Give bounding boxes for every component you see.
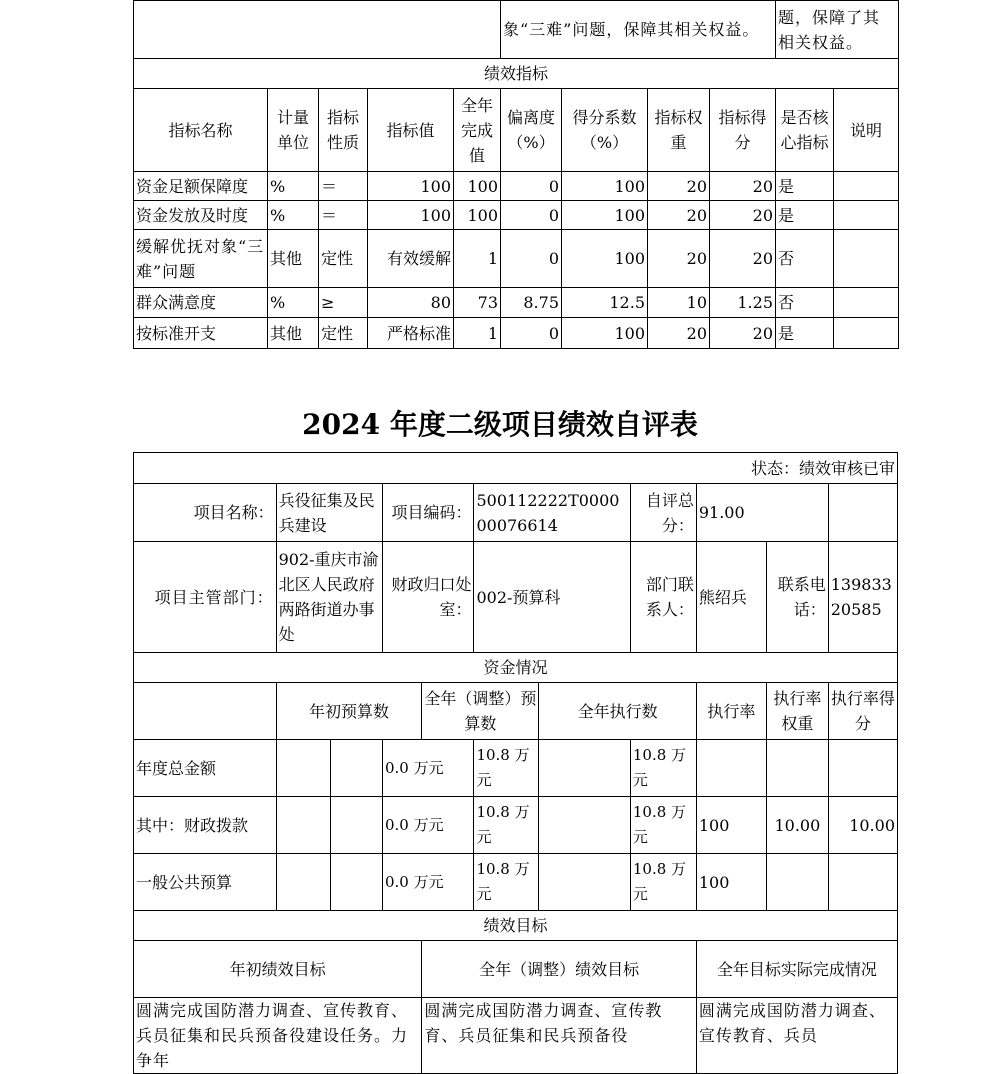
document-title: 2024 年度二级项目绩效自评表 [302, 408, 698, 441]
indicator-coefficient: 100 [562, 318, 648, 349]
funds-executed: 10.8 万元 [630, 854, 696, 911]
funds-executed: 10.8 万元 [630, 740, 696, 797]
indicator-nature: 定性 [319, 318, 368, 349]
section-title-indicators: 绩效指标 [134, 59, 899, 89]
indicator-core: 是 [776, 201, 834, 230]
indicator-unit: 其他 [268, 318, 319, 349]
indicator-row [134, 172, 899, 201]
header-cell: 指标权重 [648, 89, 710, 172]
empty-cell [330, 740, 382, 797]
goal-adjusted-header: 全年（调整）绩效目标 [422, 941, 697, 998]
empty-cell [828, 484, 897, 542]
indicator-note [834, 288, 899, 318]
contact-value: 熊绍兵 [696, 542, 766, 653]
indicator-complete: 73 [454, 288, 501, 318]
indicator-complete: 100 [454, 201, 501, 230]
funds-initial: 0.0 万元 [382, 740, 473, 797]
header-cell: 指标值 [368, 89, 454, 172]
empty-cell [539, 854, 631, 911]
indicator-deviation: 0 [501, 230, 562, 288]
funds-adjusted: 10.8 万元 [474, 740, 539, 797]
funds-weight [767, 854, 829, 911]
indicator-unit: % [268, 288, 319, 318]
indicator-value: 有效缓解 [368, 230, 454, 288]
indicator-score: 1.25 [710, 288, 776, 318]
indicator-weight: 20 [648, 172, 710, 201]
header-cell: 得分系数（%） [562, 89, 648, 172]
empty-cell [276, 797, 330, 854]
header-cell: 说明 [834, 89, 899, 172]
status-text: 状态：绩效审核已审 [134, 453, 898, 484]
indicator-name: 资金发放及时度 [134, 201, 268, 230]
indicator-coefficient: 100 [562, 230, 648, 288]
funds-rate: 100 [696, 854, 766, 911]
section-title-goals: 绩效目标 [134, 911, 898, 941]
phone-value: 13983320585 [828, 542, 897, 653]
header-cell: 执行率 [696, 683, 766, 740]
funds-name: 一般公共预算 [134, 854, 277, 911]
indicator-score: 20 [710, 172, 776, 201]
carry-left-text: 象“三难”问题，保障其相关权益。 [501, 1, 776, 59]
indicator-core: 是 [776, 172, 834, 201]
indicator-deviation: 0 [501, 318, 562, 349]
indicator-value: 80 [368, 288, 454, 318]
header-cell: 执行率权重 [767, 683, 829, 740]
funds-adjusted: 10.8 万元 [474, 854, 539, 911]
indicator-complete: 1 [454, 230, 501, 288]
empty-cell [539, 740, 631, 797]
funds-header-row [134, 683, 898, 740]
empty-cell [539, 797, 631, 854]
header-cell: 全年完成值 [454, 89, 501, 172]
empty-cell [276, 740, 330, 797]
funds-row [134, 740, 898, 797]
indicator-nature: ＝ [319, 201, 368, 230]
indicator-nature: ≥ [319, 288, 368, 318]
indicator-score: 20 [710, 201, 776, 230]
funds-score: 10.00 [828, 797, 897, 854]
indicator-row [134, 318, 899, 349]
indicator-deviation: 0 [501, 172, 562, 201]
goals-header-row [134, 941, 898, 998]
indicator-weight: 20 [648, 230, 710, 288]
indicator-coefficient: 12.5 [562, 288, 648, 318]
indicator-complete: 1 [454, 318, 501, 349]
project-name-label: 项目名称： [134, 484, 277, 542]
indicator-header-row [134, 89, 899, 172]
department-row [134, 542, 898, 653]
performance-indicators-table [133, 0, 899, 349]
header-cell: 指标性质 [319, 89, 368, 172]
contact-label: 部门联系人： [630, 542, 696, 653]
indicator-note [834, 230, 899, 288]
header-cell: 偏离度（%） [501, 89, 562, 172]
indicator-core: 否 [776, 230, 834, 288]
indicator-value: 100 [368, 201, 454, 230]
goals-row [134, 998, 898, 1074]
indicator-note [834, 201, 899, 230]
goal-actual-header: 全年目标实际完成情况 [696, 941, 897, 998]
funds-score [828, 854, 897, 911]
indicator-note [834, 318, 899, 349]
header-cell: 指标名称 [134, 89, 268, 172]
dept-label: 项目主管部门： [134, 542, 277, 653]
goal-initial-text: 圆满完成国防潜力调查、宣传教育、兵员征集和民兵预备役建设任务。力争年 [134, 998, 422, 1074]
indicator-value: 严格标准 [368, 318, 454, 349]
indicator-deviation: 0 [501, 201, 562, 230]
score-value: 91.00 [696, 484, 828, 542]
indicator-core: 否 [776, 288, 834, 318]
goal-actual-text: 圆满完成国防潜力调查、宣传教育、兵员 [696, 998, 897, 1074]
indicator-weight: 20 [648, 201, 710, 230]
finance-value: 002-预算科 [474, 542, 630, 653]
carry-right-text: 题，保障了其相关权益。 [776, 1, 899, 59]
funds-executed: 10.8 万元 [630, 797, 696, 854]
project-info-row [134, 484, 898, 542]
indicator-name: 资金足额保障度 [134, 172, 268, 201]
carry-over-row [134, 1, 899, 59]
indicator-row [134, 288, 899, 318]
project-name-value: 兵役征集及民兵建设 [276, 484, 382, 542]
indicator-unit: % [268, 201, 319, 230]
section-title-funds: 资金情况 [134, 653, 898, 683]
funds-rate: 100 [696, 797, 766, 854]
funds-initial: 0.0 万元 [382, 797, 473, 854]
indicator-row [134, 230, 899, 288]
goal-initial-header: 年初绩效目标 [134, 941, 422, 998]
funds-score [828, 740, 897, 797]
header-cell: 全年执行数 [539, 683, 696, 740]
indicator-unit: % [268, 172, 319, 201]
carry-empty [134, 1, 501, 59]
funds-weight: 10.00 [767, 797, 829, 854]
finance-label: 财政归口处室： [382, 542, 473, 653]
funds-row [134, 797, 898, 854]
funds-rate [696, 740, 766, 797]
goal-adjusted-text: 圆满完成国防潜力调查、宣传教育、兵员征集和民兵预备役 [422, 998, 697, 1074]
indicator-coefficient: 100 [562, 201, 648, 230]
dept-value: 902-重庆市渝北区人民政府两路街道办事处 [276, 542, 382, 653]
indicator-score: 20 [710, 318, 776, 349]
indicator-name: 缓解优抚对象“三难”问题 [134, 230, 268, 288]
funds-weight [767, 740, 829, 797]
project-self-evaluation-form [133, 452, 898, 1074]
indicator-score: 20 [710, 230, 776, 288]
project-code-label: 项目编码： [382, 484, 473, 542]
indicator-core: 是 [776, 318, 834, 349]
header-cell: 执行率得分 [828, 683, 897, 740]
funds-row [134, 854, 898, 911]
header-cell: 全年（调整）预算数 [422, 683, 539, 740]
empty-cell [330, 797, 382, 854]
funds-name: 其中：财政拨款 [134, 797, 277, 854]
indicator-name: 群众满意度 [134, 288, 268, 318]
empty-cell [134, 683, 277, 740]
funds-initial: 0.0 万元 [382, 854, 473, 911]
indicator-name: 按标准开支 [134, 318, 268, 349]
empty-cell [276, 854, 330, 911]
indicator-deviation: 8.75 [501, 288, 562, 318]
funds-adjusted: 10.8 万元 [474, 797, 539, 854]
score-label: 自评总分： [630, 484, 696, 542]
funds-name: 年度总金额 [134, 740, 277, 797]
phone-label: 联系电话： [767, 542, 829, 653]
header-cell: 年初预算数 [276, 683, 422, 740]
project-code-value: 500112222T000000076614 [474, 484, 630, 542]
indicator-note [834, 172, 899, 201]
indicator-weight: 20 [648, 318, 710, 349]
indicator-unit: 其他 [268, 230, 319, 288]
indicator-nature: ＝ [319, 172, 368, 201]
indicator-nature: 定性 [319, 230, 368, 288]
indicator-coefficient: 100 [562, 172, 648, 201]
indicator-value: 100 [368, 172, 454, 201]
indicator-complete: 100 [454, 172, 501, 201]
indicator-weight: 10 [648, 288, 710, 318]
header-cell: 指标得分 [710, 89, 776, 172]
header-cell: 是否核心指标 [776, 89, 834, 172]
header-cell: 计量单位 [268, 89, 319, 172]
indicator-row [134, 201, 899, 230]
empty-cell [330, 854, 382, 911]
